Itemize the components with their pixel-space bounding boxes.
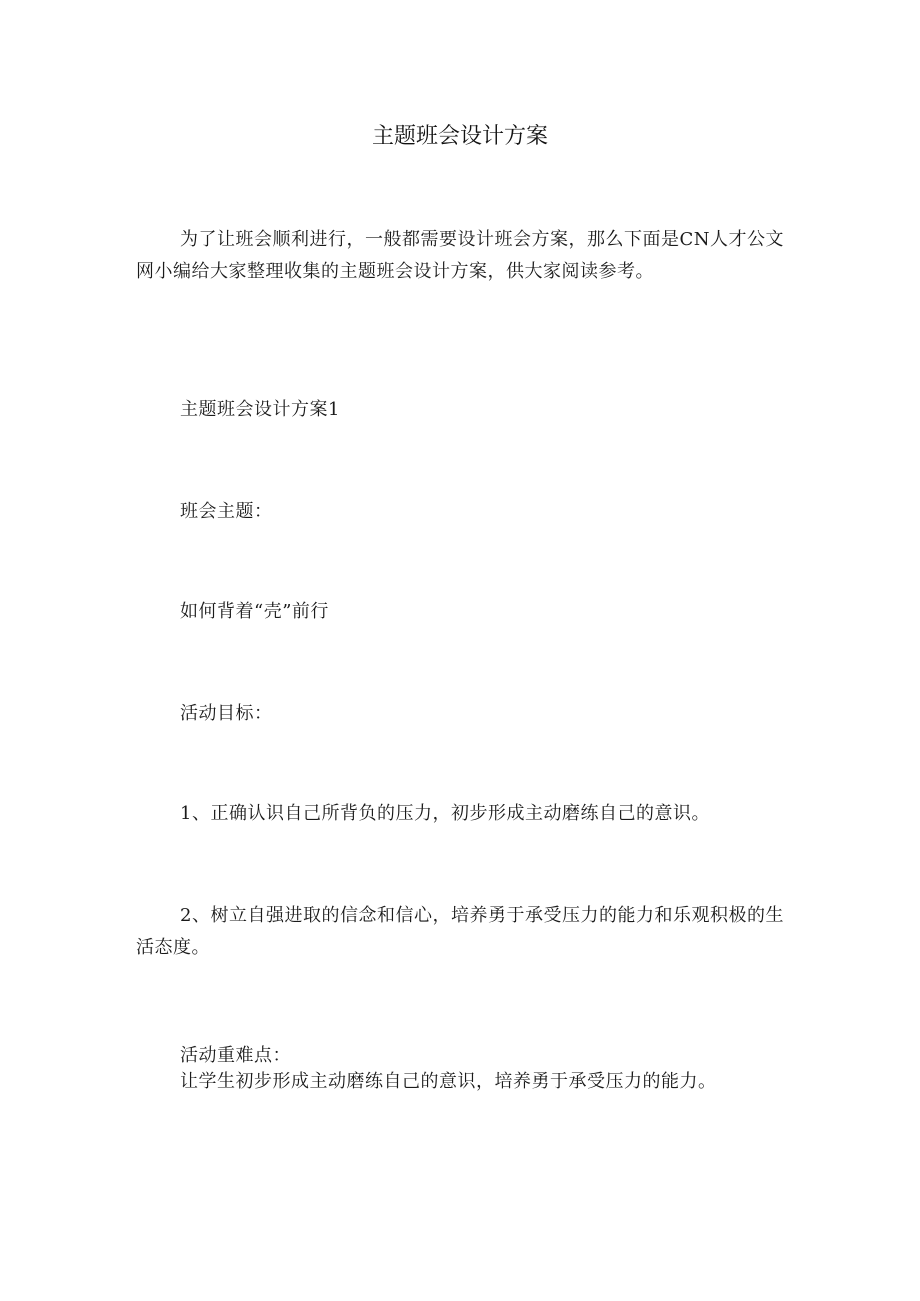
- theme-label: 班会主题：: [180, 501, 273, 522]
- theme-value: 如何背着“壳”前行: [180, 601, 329, 622]
- key-points-label: 活动重难点：: [180, 1045, 291, 1066]
- key-points-value: 让学生初步形成主动磨练自己的意识，培养勇于承受压力的能力。: [180, 1071, 717, 1092]
- document-title: 主题班会设计方案: [371, 124, 548, 149]
- goal-item-1: 1、正确认识自己所背负的压力，初步形成主动磨练自己的意识。: [180, 803, 710, 824]
- goals-label: 活动目标：: [180, 703, 273, 724]
- goal-item-2: 2、树立自强进取的信念和信心，培养勇于承受压力的能力和乐观积极的生活态度。: [136, 905, 784, 958]
- section-heading: 主题班会设计方案1: [180, 399, 340, 420]
- intro-paragraph: 为了让班会顺利进行，一般都需要设计班会方案，那么下面是CN人才公文网小编给大家整理收集的主题班会设计方案，供大家阅读参考。: [136, 229, 785, 282]
